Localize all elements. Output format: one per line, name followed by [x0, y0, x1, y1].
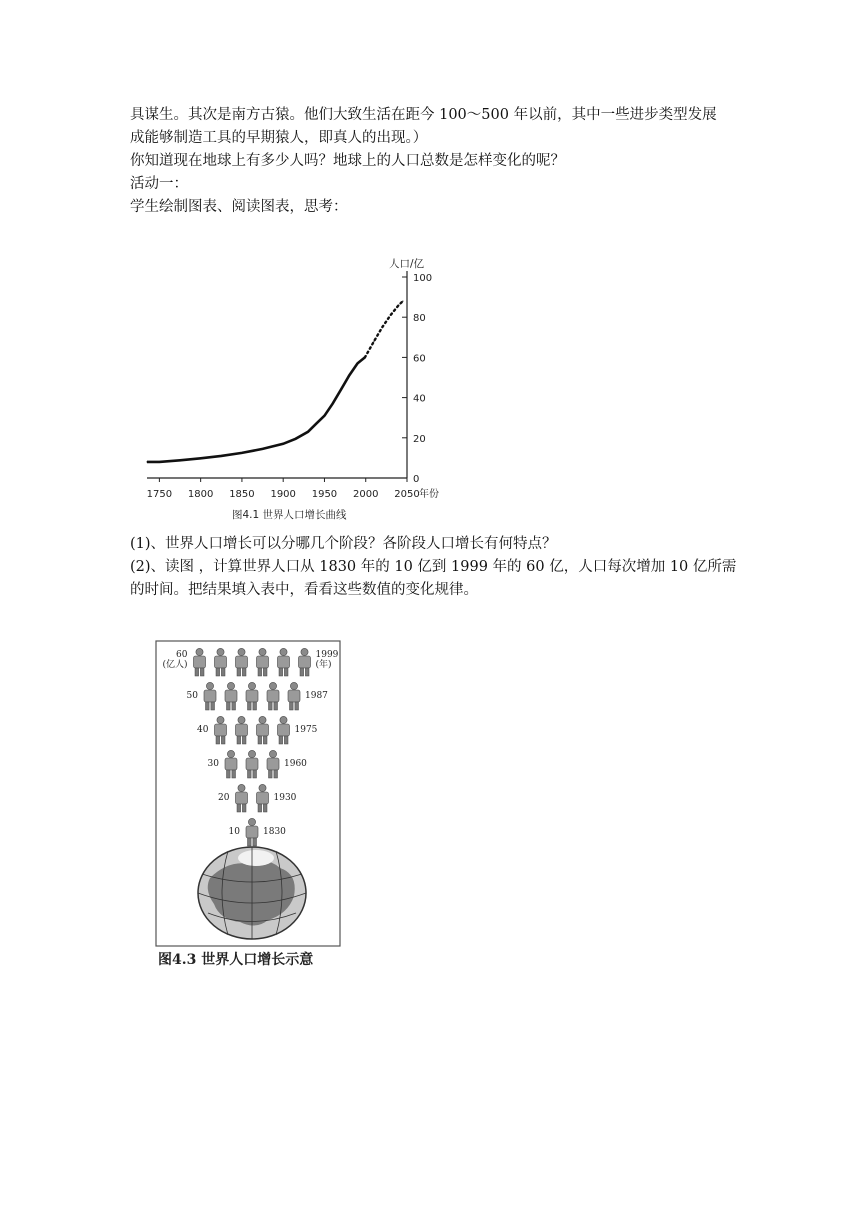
count-label [229, 827, 241, 837]
person-leg [269, 770, 273, 778]
y-tick-label: 40 [413, 393, 426, 405]
question-2-line-2: 的时间。把结果填入表中，看看这些数值的变化规律。 [130, 582, 478, 598]
year-label-line: 1987 [305, 691, 328, 701]
person-head [248, 682, 255, 689]
person-leg [258, 736, 262, 744]
population-growth-figure [128, 638, 368, 973]
data-point [283, 443, 284, 444]
year-label-line: 1930 [273, 793, 297, 803]
person-body [246, 690, 258, 702]
year-label-line: 1830 [263, 827, 286, 837]
chart-title: 图4.1 世界人口增长曲线 [232, 509, 347, 521]
person-body [278, 724, 290, 736]
data-point [241, 452, 242, 453]
year-label [263, 827, 286, 837]
count-label-line: 40 [197, 725, 209, 735]
person-leg [279, 736, 283, 744]
data-point [307, 431, 308, 432]
count-label [208, 759, 220, 769]
person-leg [279, 668, 283, 676]
person-head [301, 648, 308, 655]
year-label-line: 1975 [294, 725, 318, 735]
count-label [218, 793, 230, 803]
person-leg [269, 702, 273, 710]
person-leg [216, 668, 220, 676]
person-leg [206, 702, 210, 710]
person-body [215, 656, 227, 668]
person-head [259, 716, 266, 723]
person-leg [248, 770, 252, 778]
data-point [316, 423, 317, 424]
data-point [262, 448, 263, 449]
person-head [290, 682, 297, 689]
data-point [295, 438, 296, 439]
data-point [146, 461, 147, 462]
person-body [204, 690, 216, 702]
person-body [236, 724, 248, 736]
data-point [332, 403, 333, 404]
count-label-line: (亿人) [162, 660, 188, 670]
person-body [246, 758, 258, 770]
person-leg [200, 668, 204, 676]
person-body [257, 724, 269, 736]
person-leg [295, 702, 299, 710]
person-body [246, 826, 258, 838]
question-1: (1)、世界人口增长可以分哪几个阶段？各阶段人口增长有何特点？ [130, 536, 557, 552]
year-label-line: 1999 [315, 650, 339, 660]
person-leg [284, 736, 288, 744]
x-tick-label: 1850 [229, 489, 255, 500]
x-tick-label: 1950 [311, 489, 338, 500]
person-leg [216, 736, 220, 744]
person-head [280, 716, 287, 723]
paragraph-5: 学生绘制图表、阅读图表，思考： [130, 199, 348, 215]
person-leg [242, 736, 246, 744]
person-leg [195, 668, 199, 676]
person-leg [242, 668, 246, 676]
person-leg [221, 668, 225, 676]
y-tick-label: 100 [413, 273, 433, 284]
person-leg [284, 668, 288, 676]
person-head [280, 648, 287, 655]
person-leg [300, 668, 304, 676]
data-point [221, 455, 222, 456]
person-head [269, 682, 276, 689]
data-point [390, 315, 391, 316]
person-head [238, 716, 245, 723]
y-tick-label: 0 [413, 474, 420, 485]
person-leg [211, 702, 215, 710]
person-head [248, 818, 255, 825]
person-leg [232, 770, 236, 778]
x-tick-label: 1900 [270, 489, 296, 500]
person-head [196, 648, 203, 655]
x-tick-label: 1800 [187, 489, 214, 500]
person-leg [263, 668, 267, 676]
paragraph-4: 活动一： [130, 176, 188, 192]
population-growth-chart [135, 250, 470, 525]
y-axis-label: 人口/亿 [389, 258, 425, 270]
data-point [179, 460, 180, 461]
y-tick-label: 80 [413, 313, 426, 325]
person-leg [242, 804, 246, 812]
person-body [267, 690, 279, 702]
person-body [236, 792, 248, 804]
person-leg [290, 702, 294, 710]
person-head [217, 648, 224, 655]
person-leg [274, 702, 278, 710]
person-body [288, 690, 300, 702]
person-head [259, 784, 266, 791]
person-leg [258, 668, 262, 676]
person-leg [258, 804, 262, 812]
globe-icon [198, 847, 306, 939]
person-leg [253, 770, 257, 778]
person-leg [274, 770, 278, 778]
data-point [364, 357, 365, 358]
data-point [382, 327, 383, 328]
person-leg [227, 702, 231, 710]
data-point [200, 458, 201, 459]
person-leg [221, 736, 225, 744]
x-tick-label: 2000 [353, 489, 379, 500]
person-leg [253, 838, 257, 846]
person-body [225, 690, 237, 702]
year-label-line: (年) [315, 660, 332, 670]
person-body [236, 656, 248, 668]
count-label-line: 10 [228, 827, 240, 837]
count-label-line: 50 [186, 691, 198, 701]
person-body [225, 758, 237, 770]
data-point [340, 389, 341, 390]
person-body [267, 758, 279, 770]
paragraph-3: 你知道现在地球上有多少人吗？地球上的人口总数是怎样变化的呢？ [130, 153, 565, 169]
count-label [197, 725, 209, 735]
question-2-line-1: (2)、读图 ，计算世界人口从 1830 年的 10 亿到 1999 年的 60 亿，人口每次增加 10 亿所需 [130, 559, 737, 575]
count-label [187, 691, 199, 701]
population-curve [147, 357, 365, 462]
person-leg [263, 804, 267, 812]
person-head [269, 750, 276, 757]
year-label [305, 691, 328, 701]
person-body [194, 656, 206, 668]
person-body [299, 656, 311, 668]
person-leg [248, 838, 252, 846]
person-head [227, 750, 234, 757]
year-label-line: 1960 [284, 759, 307, 769]
person-leg [263, 736, 267, 744]
count-label-line: 60 [176, 650, 188, 660]
count-label-line: 30 [207, 759, 219, 769]
person-leg [253, 702, 257, 710]
person-body [215, 724, 227, 736]
person-leg [237, 804, 241, 812]
person-head [206, 682, 213, 689]
data-point [357, 363, 358, 364]
data-point [324, 415, 325, 416]
x-tick-label: 1750 [146, 489, 173, 500]
person-head [259, 648, 266, 655]
person-leg [227, 770, 231, 778]
x-tick-label: 2050 [394, 489, 420, 500]
person-head [217, 716, 224, 723]
person-head [238, 648, 245, 655]
person-leg [237, 736, 241, 744]
y-tick-label: 60 [413, 353, 426, 365]
x-axis-label: 年份 [419, 489, 439, 500]
person-head [248, 750, 255, 757]
person-body [257, 792, 269, 804]
data-point [398, 305, 399, 306]
data-point [349, 375, 350, 376]
year-label [274, 793, 297, 803]
data-point [402, 301, 403, 302]
population-projection [365, 301, 403, 357]
figure-caption: 图4.3 世界人口增长示意 [158, 952, 314, 968]
count-label-line: 20 [218, 793, 230, 803]
person-head [227, 682, 234, 689]
person-head [238, 784, 245, 791]
paragraph-2: 成能够制造工具的早期猿人，即真人的出现。） [130, 130, 428, 146]
data-point [373, 341, 374, 342]
year-label [295, 725, 318, 735]
person-leg [248, 702, 252, 710]
person-leg [232, 702, 236, 710]
y-tick-label: 20 [413, 433, 426, 445]
person-body [257, 656, 269, 668]
data-point [159, 461, 160, 462]
year-label [284, 759, 307, 769]
person-leg [305, 668, 309, 676]
paragraph-1: 具谋生。其次是南方古猿。他们大致生活在距今 100～500 年以前，其中一些进步类型发展 [130, 107, 717, 123]
person-leg [237, 668, 241, 676]
person-body [278, 656, 290, 668]
